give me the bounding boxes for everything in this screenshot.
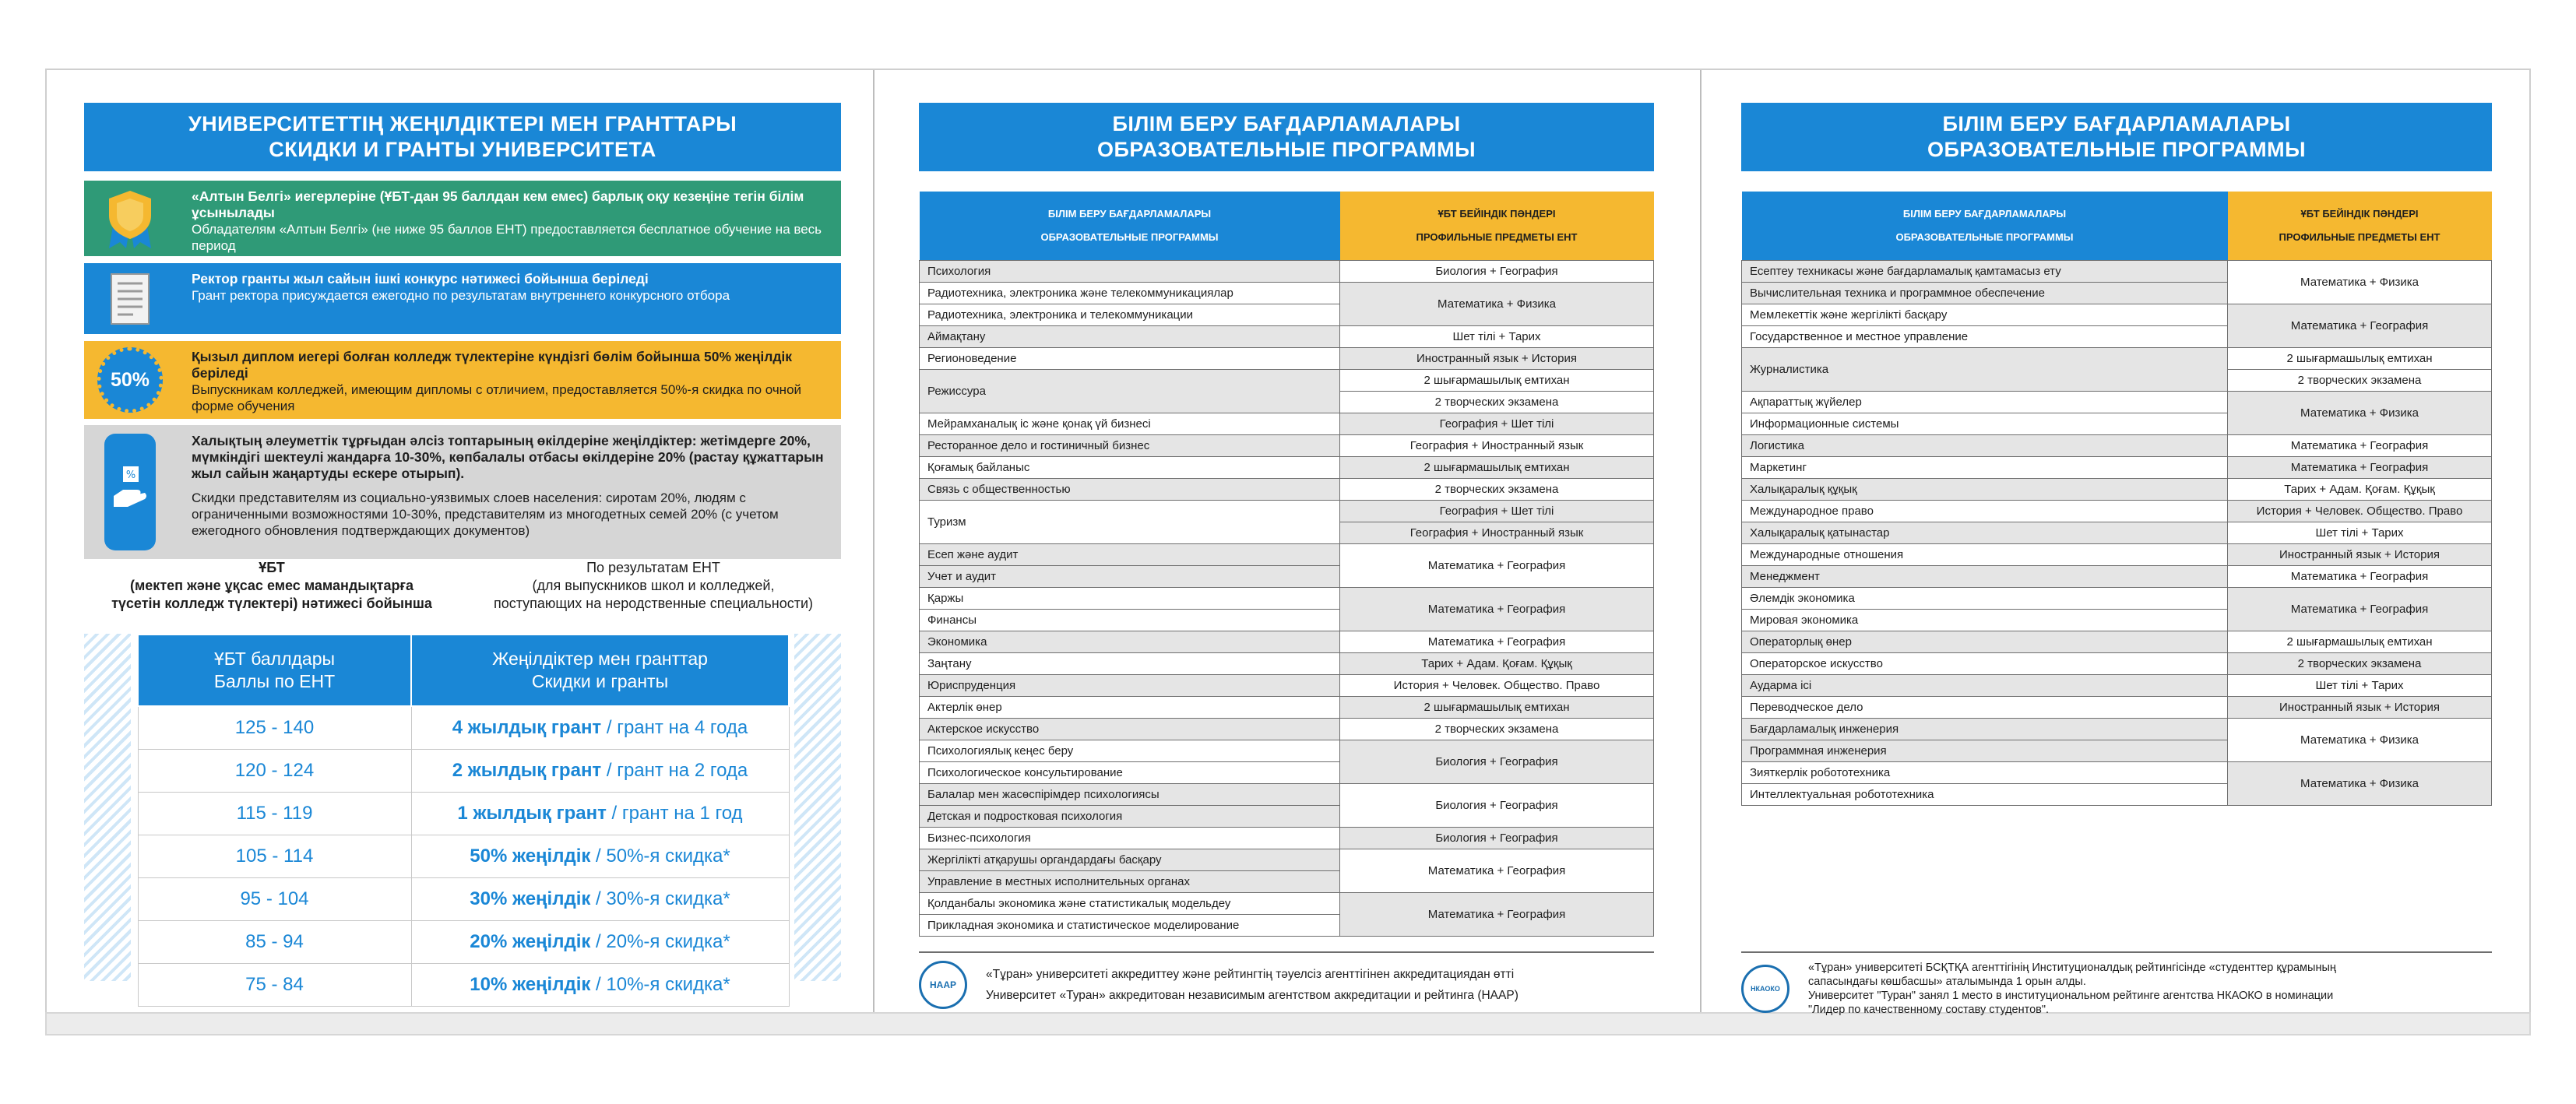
program-row	[920, 370, 1654, 392]
program-name: Актерское искусство	[920, 719, 1340, 740]
program-subjects: Математика + География	[2228, 304, 2492, 348]
program-subjects: Шет тілі + Тарих	[2228, 675, 2492, 697]
program-row	[920, 544, 1654, 566]
program-subjects: 2 творческих экзамена	[2228, 653, 2492, 675]
program-name: Связь с общественностью	[920, 479, 1340, 501]
program-row	[1742, 522, 2492, 544]
program-name: Государственное и местное управление	[1742, 326, 2228, 348]
program-row	[920, 413, 1654, 435]
grant-value-kz: 10% жеңілдік	[470, 974, 591, 995]
program-subjects: Математика + География	[2228, 588, 2492, 631]
grant-row	[138, 706, 789, 750]
fold-divider	[873, 70, 875, 1012]
program-subjects: 2 шығармашылық емтихан	[2228, 348, 2492, 370]
program-subjects: Шет тілі + Тарих	[2228, 522, 2492, 544]
program-subjects: 2 творческих экзамена	[1340, 719, 1654, 740]
program-row	[1742, 501, 2492, 522]
program-name: Ресторанное дело и гостиничный бизнес	[920, 435, 1340, 457]
programs-header	[1741, 103, 2492, 171]
header-line-kz: УНИВЕРСИТЕТТІҢ ЖЕҢІЛДІКТЕРІ МЕН ГРАНТТАРЫ	[188, 112, 737, 135]
head-line: ПРОФИЛЬНЫЕ ПРЕДМЕТЫ ЕНТ	[1416, 231, 1578, 243]
program-name: Аймақтану	[920, 326, 1340, 348]
programs-table	[919, 192, 1654, 937]
program-name: Қоғамық байланыс	[920, 457, 1340, 479]
program-subjects: Математика + Физика	[1340, 283, 1654, 326]
grant-value-kz: 20% жеңілдік	[470, 931, 591, 952]
head-line: ОБРАЗОВАТЕЛЬНЫЕ ПРОГРАММЫ	[1040, 231, 1219, 243]
program-subjects: 2 творческих экзамена	[2228, 370, 2492, 392]
grant-row	[138, 835, 789, 878]
program-row	[920, 479, 1654, 501]
program-name: Юриспруденция	[920, 675, 1340, 697]
program-subjects: 2 шығармашылық емтихан	[1340, 457, 1654, 479]
program-name: Халықаралық қатынастар	[1742, 522, 2228, 544]
program-row	[920, 719, 1654, 740]
col-head-programs	[920, 192, 1340, 261]
score-range: 115 - 119	[138, 793, 411, 835]
program-name: Туризм	[920, 501, 1340, 544]
programs-table-head	[1742, 192, 2492, 261]
program-name: Ақпараттық жүйелер	[1742, 392, 2228, 413]
program-name: Менеджмент	[1742, 566, 2228, 588]
programs-header	[919, 103, 1654, 171]
program-subjects: 2 творческих экзамена	[1340, 479, 1654, 501]
footer-rule	[919, 951, 1654, 953]
program-row	[1742, 457, 2492, 479]
program-name: Международное право	[1742, 501, 2228, 522]
score-range: 105 - 114	[138, 835, 411, 878]
program-subjects: Математика + География	[1340, 544, 1654, 588]
program-name: Балалар мен жасөспірімдер психологиясы	[920, 784, 1340, 806]
program-row	[920, 501, 1654, 522]
caption-line: ҰБТ	[259, 560, 285, 575]
grant-value-ru: / 30%-я скидка*	[590, 888, 730, 909]
program-subjects: 2 творческих экзамена	[1340, 392, 1654, 413]
program-name: Жергілікті атқарушы органдардағы басқару	[920, 849, 1340, 871]
program-name: Журналистика	[1742, 348, 2228, 392]
head-line: Жеңілдіктер мен гранттар	[492, 649, 708, 669]
head-line: БІЛІМ БЕРУ БАҒДАРЛАМАЛАРЫ	[1902, 208, 2067, 220]
program-row	[920, 435, 1654, 457]
footer-line: Университет "Туран" занял 1 место в институциональном рейтинге агентства НКАОКО в номинации	[1808, 990, 2334, 1002]
program-name: Радиотехника, электроника және телекоммуникациялар	[920, 283, 1340, 304]
head-line: Скидки и гранты	[531, 671, 669, 691]
score-range: 125 - 140	[138, 706, 411, 750]
program-name: Зияткерлік робототехника	[1742, 762, 2228, 784]
head-line: ҰБТ БЕЙІНДІК ПӘНДЕРІ	[1438, 208, 1556, 220]
program-row	[1742, 675, 2492, 697]
program-name: Режиссура	[920, 370, 1340, 413]
score-range: 95 - 104	[138, 878, 411, 921]
caption-line: поступающих на неродственные специальности)	[493, 596, 814, 611]
svg-text:%: %	[125, 469, 136, 481]
head-line: ПРОФИЛЬНЫЕ ПРЕДМЕТЫ ЕНТ	[2279, 231, 2441, 243]
card-red-diploma	[84, 341, 841, 419]
footer-rule	[1741, 951, 2492, 953]
program-subjects: Иностранный язык + История	[2228, 544, 2492, 566]
grant-value-ru: / грант на 4 года	[601, 717, 748, 738]
program-name: Операторлық өнер	[1742, 631, 2228, 653]
badge-50-label: 50%	[97, 347, 163, 413]
card-text: Грант ректора присуждается ежегодно по результатам внутреннего конкурсного отбора	[192, 288, 730, 303]
score-range: 120 - 124	[138, 750, 411, 793]
program-name: Қолданбалы экономика және статистикалық модельдеу	[920, 893, 1340, 915]
ent-caption-kz	[84, 559, 459, 613]
head-line: ҰБТ баллдары	[213, 649, 336, 669]
program-row	[1742, 261, 2492, 283]
program-name: Прикладная экономика и статистическое моделирование	[920, 915, 1340, 937]
program-row	[920, 675, 1654, 697]
card-social-discounts	[84, 425, 841, 559]
hand-percent-icon	[84, 425, 176, 559]
program-name: Заңтану	[920, 653, 1340, 675]
program-row	[920, 784, 1654, 806]
program-row	[920, 849, 1654, 871]
program-row	[920, 283, 1654, 304]
col-head-scores	[138, 635, 411, 706]
program-row	[1742, 544, 2492, 566]
col-head-subjects	[2228, 192, 2492, 261]
program-row	[920, 588, 1654, 610]
card-altyn-belgi	[84, 181, 841, 256]
grant-row	[138, 878, 789, 921]
programs-table-head	[920, 192, 1654, 261]
col-head-programs	[1742, 192, 2228, 261]
stripe-decoration	[794, 634, 841, 981]
footer-line: «Тұран» университеті аккредиттеу және рейтингтің тәуелсіз агенттігінен аккредитациядан өтті	[986, 968, 1515, 981]
fold-divider	[1700, 70, 1701, 1012]
program-subjects: Биология + География	[1340, 784, 1654, 828]
rating-footer	[1741, 961, 2336, 1017]
program-name: Аударма ісі	[1742, 675, 2228, 697]
program-subjects: География + Иностранный язык	[1340, 522, 1654, 544]
program-row	[920, 457, 1654, 479]
header-line-ru: СКИДКИ И ГРАНТЫ УНИВЕРСИТЕТА	[269, 138, 656, 161]
card-title: Халықтың әлеуметтік тұрғыдан әлсіз топтарының өкілдеріне жеңілдіктер: жетімдерге 20%, мүмкіндігі шектеулі жандарға 10-30%, көпбалалы отбасы өкілдеріне 20% (растау құжаттарын жыл сайын жаңартуды ескере отырып).	[192, 433, 824, 481]
program-subjects: География + Шет тілі	[1340, 501, 1654, 522]
program-subjects: Математика + География	[1340, 893, 1654, 937]
footer-line: «Тұран» университеті БСҚТҚА агенттігінің Институционалдық рейтингісінде «студенттер құрамының	[1808, 962, 2336, 974]
grant-row	[138, 793, 789, 835]
grant-value-ru: / 50%-я скидка*	[590, 846, 730, 867]
program-name: Психология	[920, 261, 1340, 283]
program-subjects: Биология + География	[1340, 740, 1654, 784]
grants-header	[84, 103, 841, 171]
program-row	[1742, 566, 2492, 588]
program-subjects: История + Человек. Общество. Право	[2228, 501, 2492, 522]
program-name: Есептеу техникасы және бағдарламалық қамтамасыз ету	[1742, 261, 2228, 283]
program-row	[1742, 479, 2492, 501]
program-name: Психологическое консультирование	[920, 762, 1340, 784]
caption-line: (мектеп және ұқсас емес мамандықтарға	[129, 578, 414, 593]
grant-value	[411, 921, 789, 964]
program-name: Учет и аудит	[920, 566, 1340, 588]
program-name: Мировая экономика	[1742, 610, 2228, 631]
program-name: Информационные системы	[1742, 413, 2228, 435]
program-row	[1742, 588, 2492, 610]
program-name: Экономика	[920, 631, 1340, 653]
program-row	[1742, 435, 2492, 457]
caption-line: По результатам ЕНТ	[586, 560, 720, 575]
card-text: Выпускникам колледжей, имеющим дипломы с отличием, предоставляется 50%-я скидка по очной форме обучения	[192, 382, 802, 413]
program-name: Қаржы	[920, 588, 1340, 610]
grants-table	[137, 634, 790, 1007]
grant-row	[138, 750, 789, 793]
program-name: Маркетинг	[1742, 457, 2228, 479]
card-text: Скидки представителям из социально-уязвимых слоев населения: сиротам 20%, людям с ограниченными возможностями 10-30%, представителям из многодетных семей 20% (с учетом ежегодного обновления подтверждающих документов)	[192, 490, 779, 538]
programs-table	[1741, 192, 2492, 806]
medal-icon	[84, 181, 176, 256]
program-row	[1742, 762, 2492, 784]
program-subjects: 2 шығармашылық емтихан	[2228, 631, 2492, 653]
grant-value	[411, 964, 789, 1007]
program-name: Мейрамханалық іс және қонақ үй бизнесі	[920, 413, 1340, 435]
program-subjects: Математика + География	[2228, 457, 2492, 479]
grant-row	[138, 921, 789, 964]
accreditation-footer	[919, 961, 1519, 1009]
program-name: Актерлік өнер	[920, 697, 1340, 719]
grant-value-kz: 50% жеңілдік	[470, 846, 591, 867]
footer-line: Университет «Туран» аккредитован независимым агентством аккредитации и рейтинга (НААР)	[986, 989, 1519, 1002]
program-name: Мемлекеттік және жергілікті басқару	[1742, 304, 2228, 326]
program-subjects: Математика + География	[2228, 435, 2492, 457]
program-subjects: Тарих + Адам. Қоғам. Құқық	[1340, 653, 1654, 675]
header-line-ru: ОБРАЗОВАТЕЛЬНЫЕ ПРОГРАММЫ	[1927, 138, 2307, 161]
grant-value-ru: / 10%-я скидка*	[590, 974, 730, 995]
ent-caption-ru	[466, 559, 841, 613]
program-row	[1742, 697, 2492, 719]
head-line: Баллы по ЕНТ	[213, 671, 336, 691]
grant-value-ru: / грант на 1 год	[606, 803, 743, 824]
program-row	[920, 326, 1654, 348]
grant-value-ru: / 20%-я скидка*	[590, 931, 730, 952]
program-name: Интеллектуальная робототехника	[1742, 784, 2228, 806]
program-row	[1742, 719, 2492, 740]
program-row	[920, 348, 1654, 370]
program-subjects: История + Человек. Общество. Право	[1340, 675, 1654, 697]
program-subjects: Шет тілі + Тарих	[1340, 326, 1654, 348]
badge-50-icon	[84, 341, 176, 419]
score-range: 85 - 94	[138, 921, 411, 964]
footer-line: сапасындағы көшбасшы» аталымында 1 орын алды.	[1808, 976, 2086, 988]
grant-value	[411, 793, 789, 835]
rating-logo-icon: НКАОКО	[1741, 965, 1789, 1013]
program-row	[1742, 653, 2492, 675]
program-subjects: География + Иностранный язык	[1340, 435, 1654, 457]
accreditation-logo-icon: НААР	[919, 961, 967, 1009]
program-name: Радиотехника, электроника и телекоммуникации	[920, 304, 1340, 326]
score-range: 75 - 84	[138, 964, 411, 1007]
program-name: Бизнес-психология	[920, 828, 1340, 849]
head-line: ОБРАЗОВАТЕЛЬНЫЕ ПРОГРАММЫ	[1895, 231, 2074, 243]
header-line-kz: БІЛІМ БЕРУ БАҒДАРЛАМАЛАРЫ	[1112, 112, 1461, 135]
program-name: Детская и подростковая психология	[920, 806, 1340, 828]
program-name: Операторское искусство	[1742, 653, 2228, 675]
grant-value-kz: 2 жылдық грант	[452, 760, 602, 781]
program-name: Халықаралық құқық	[1742, 479, 2228, 501]
col-head-grants	[411, 635, 789, 706]
program-row	[920, 828, 1654, 849]
footer-line: "Лидер по качественному составу студентов".	[1808, 1004, 2050, 1016]
program-subjects: Биология + География	[1340, 261, 1654, 283]
program-name: Регионоведение	[920, 348, 1340, 370]
head-line: ҰБТ БЕЙІНДІК ПӘНДЕРІ	[2300, 208, 2419, 220]
program-subjects: Иностранный язык + История	[2228, 697, 2492, 719]
program-subjects: Биология + География	[1340, 828, 1654, 849]
grant-value-kz: 4 жылдық грант	[452, 717, 602, 738]
program-row	[920, 740, 1654, 762]
program-name: Управление в местных исполнительных органах	[920, 871, 1340, 893]
header-line-ru: ОБРАЗОВАТЕЛЬНЫЕ ПРОГРАММЫ	[1096, 138, 1476, 161]
grant-value-kz: 30% жеңілдік	[470, 888, 591, 909]
grant-value	[411, 750, 789, 793]
program-name: Психологиялық кеңес беру	[920, 740, 1340, 762]
card-title: Ректор гранты жыл сайын ішкі конкурс нәтижесі бойынша беріледі	[192, 271, 649, 287]
card-title: Қызыл диплом иегері болған колледж түлектеріне күндізгі бөлім бойынша 50% жеңілдік беріледі	[192, 349, 793, 381]
grant-row	[138, 964, 789, 1007]
stripe-decoration	[84, 634, 131, 981]
program-subjects: 2 шығармашылық емтихан	[1340, 697, 1654, 719]
program-name: Вычислительная техника и программное обеспечение	[1742, 283, 2228, 304]
program-row	[920, 697, 1654, 719]
program-name: Әлемдік экономика	[1742, 588, 2228, 610]
grant-value	[411, 706, 789, 750]
program-row	[920, 893, 1654, 915]
program-row	[1742, 304, 2492, 326]
program-subjects: Тарих + Адам. Қоғам. Құқық	[2228, 479, 2492, 501]
program-subjects: Математика + Физика	[2228, 261, 2492, 304]
program-subjects: 2 шығармашылық емтихан	[1340, 370, 1654, 392]
program-row	[920, 653, 1654, 675]
program-row	[1742, 348, 2492, 370]
grant-value	[411, 835, 789, 878]
program-name: Логистика	[1742, 435, 2228, 457]
card-title: «Алтын Белгі» иегерлеріне (ҰБТ-дан 95 баллдан кем емес) барлық оқу кезеңіне тегін білім ұсынылады	[192, 188, 804, 220]
card-text: Обладателям «Алтын Белгі» (не ниже 95 баллов ЕНТ) предоставляется бесплатное обучение на весь период	[192, 222, 822, 253]
program-name: Есеп және аудит	[920, 544, 1340, 566]
program-row	[920, 261, 1654, 283]
header-line-kz: БІЛІМ БЕРУ БАҒДАРЛАМАЛАРЫ	[1942, 112, 2291, 135]
program-name: Международные отношения	[1742, 544, 2228, 566]
program-name: Программная инженерия	[1742, 740, 2228, 762]
program-name: Финансы	[920, 610, 1340, 631]
program-subjects: География + Шет тілі	[1340, 413, 1654, 435]
program-subjects: Иностранный язык + История	[1340, 348, 1654, 370]
card-rector-grant	[84, 263, 841, 334]
document-icon	[84, 263, 176, 334]
program-row	[1742, 392, 2492, 413]
program-row	[920, 631, 1654, 653]
program-name: Переводческое дело	[1742, 697, 2228, 719]
program-subjects: Математика + География	[2228, 566, 2492, 588]
grant-value	[411, 878, 789, 921]
col-head-subjects	[1340, 192, 1654, 261]
program-subjects: Математика + Физика	[2228, 392, 2492, 435]
head-line: БІЛІМ БЕРУ БАҒДАРЛАМАЛАРЫ	[1047, 208, 1212, 220]
program-row	[1742, 631, 2492, 653]
program-subjects: Математика + Физика	[2228, 762, 2492, 806]
program-subjects: Математика + География	[1340, 631, 1654, 653]
program-subjects: Математика + География	[1340, 588, 1654, 631]
program-name: Бағдарламалық инженерия	[1742, 719, 2228, 740]
caption-line: (для выпускников школ и колледжей,	[532, 578, 775, 593]
caption-line: түсетін колледж түлектері) нәтижесі бойынша	[111, 596, 432, 611]
program-subjects: Математика + Физика	[2228, 719, 2492, 762]
grants-table-head	[138, 635, 789, 706]
grant-value-kz: 1 жылдық грант	[457, 803, 607, 824]
program-subjects: Математика + География	[1340, 849, 1654, 893]
grant-value-ru: / грант на 2 года	[601, 760, 748, 781]
